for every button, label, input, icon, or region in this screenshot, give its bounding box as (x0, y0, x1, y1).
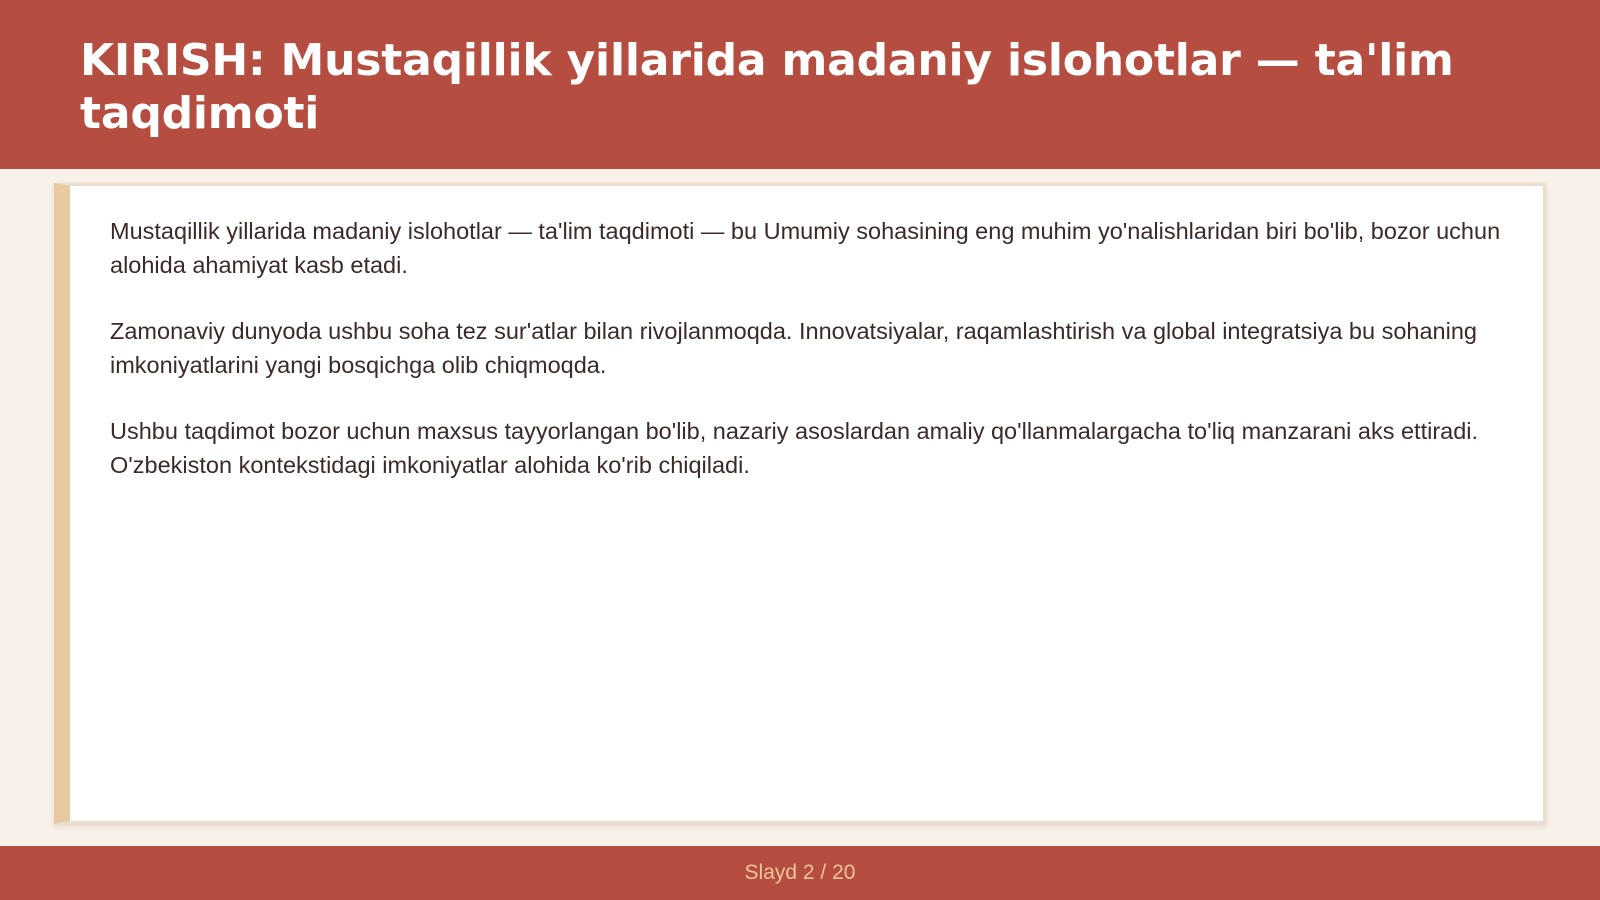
slide-title: KIRISH: Mustaqillik yillarida madaniy islohotlar — ta'lim taqdimoti (80, 35, 1454, 139)
slide-footer (0, 846, 1600, 900)
slide-body (110, 214, 1520, 514)
paragraph-purpose: Ushbu taqdimot bozor uchun maxsus tayyorlangan bo'lib, nazariy asoslardan amaliy qo'llanmalargacha to'liq manzarani aks ettiradi. O'zbekiston kontekstidagi imkoniyatlar alohida ko'rib chiqiladi. (110, 418, 1479, 478)
paragraph-modern-world: Zamonaviy dunyoda ushbu soha tez sur'atlar bilan rivojlanmoqda. Innovatsiyalar, raqamlashtirish va global integratsiya bu sohaning imkoniyatlarini yangi bosqichga olib chiqmoqda. (110, 318, 1477, 378)
slide-counter: Slayd 2 / 20 (744, 861, 856, 884)
content-card (54, 183, 1546, 824)
slide-header (0, 0, 1600, 169)
paragraph-intro: Mustaqillik yillarida madaniy islohotlar — ta'lim taqdimoti — bu Umumiy sohasining eng muhim yo'nalishlaridan biri bo'lib, bozor uchun alohida ahamiyat kasb etadi. (110, 218, 1501, 278)
